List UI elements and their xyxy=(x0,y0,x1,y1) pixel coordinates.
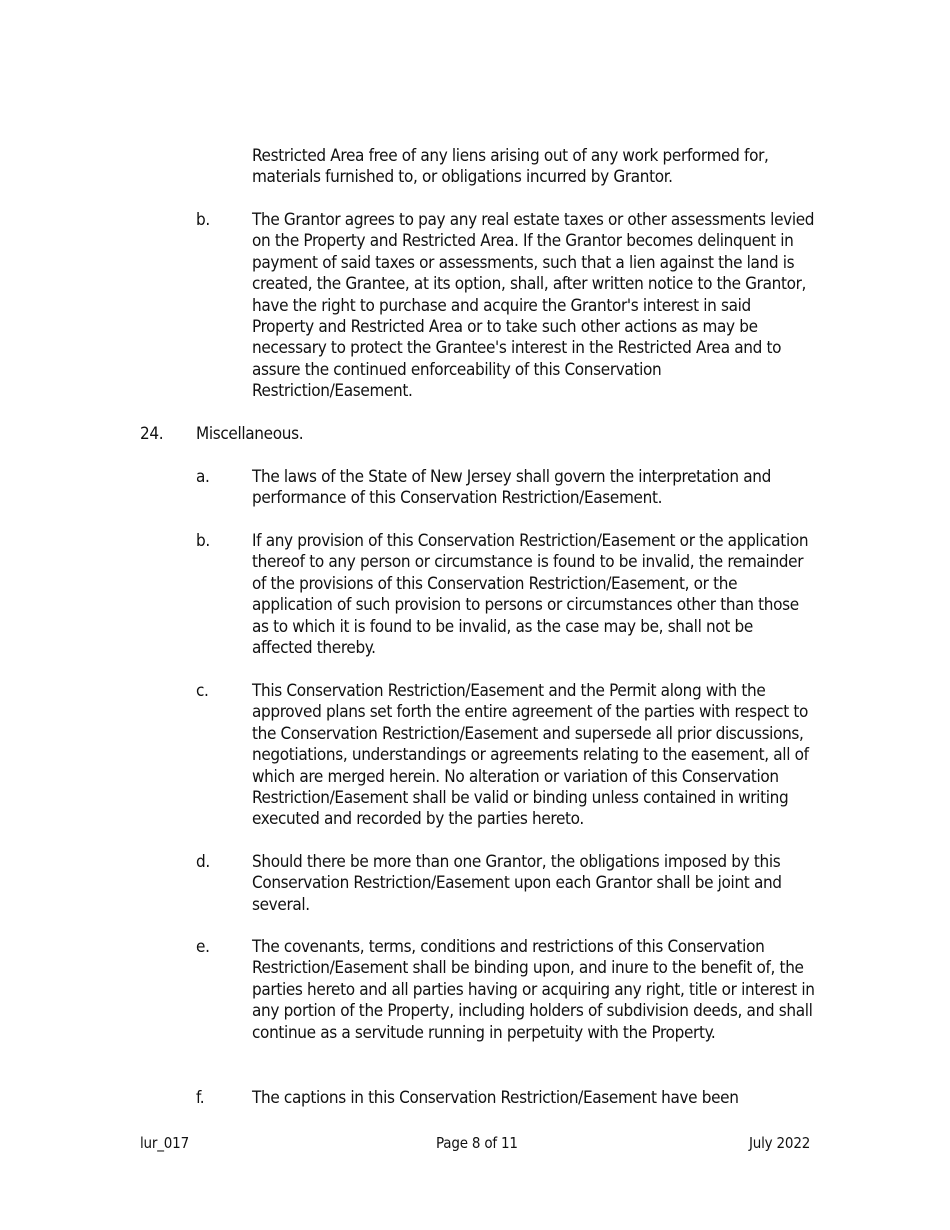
item-paragraph: This Conservation Restriction/Easement and the Permit along with the approved plans set forth the entire agreement of the parties with respect to the Conservation Restriction/Easement and supersede all prior discussions, negotiations, understandings or agreements relating to the easement, all of which are merged herein. No alteration or variation of this Conservation Restriction/Easement shall be valid or binding unless contained in writing executed and recorded by the parties hereto. xyxy=(252,681,809,830)
item-marker: c. xyxy=(196,681,209,701)
continuation-paragraph: Restricted Area free of any liens arising out of any work performed for, materials furnished to, or obligations incurred by Grantor. xyxy=(252,146,769,188)
item-marker: f. xyxy=(196,1088,205,1108)
item-paragraph: The captions in this Conservation Restriction/Easement have been xyxy=(252,1088,739,1108)
footer-date: July 2022 xyxy=(749,1134,811,1152)
footer-page-number: Page 8 of 11 xyxy=(436,1134,518,1152)
item-marker: a. xyxy=(196,467,210,487)
item-marker: b. xyxy=(196,210,210,230)
item-paragraph: The Grantor agrees to pay any real estate taxes or other assessments levied on the Property and Restricted Area. If the Grantor becomes delinquent in payment of said taxes or assessments, such that a lien against the land is created, the Grantee, at its option, shall, after written notice to the Grantor, have the right to purchase and acquire the Grantor's interest in said Property and Restricted Area or to take such other actions as may be necessary to protect the Grantee's interest in the Restricted Area and to assure the continued enforceability of this Conservation Restriction/Easement. xyxy=(252,210,815,402)
section-number: 24. xyxy=(140,424,164,444)
item-paragraph: Should there be more than one Grantor, the obligations imposed by this Conservation Restriction/Easement upon each Grantor shall be joint and several. xyxy=(252,852,782,915)
item-paragraph: The laws of the State of New Jersey shall govern the interpretation and performance of this Conservation Restriction/Easement. xyxy=(252,467,771,509)
item-marker: b. xyxy=(196,531,210,551)
footer-form-id: lur_017 xyxy=(140,1134,189,1152)
item-marker: d. xyxy=(196,852,210,872)
item-paragraph: The covenants, terms, conditions and restrictions of this Conservation Restriction/Easement shall be binding upon, and inure to the benefit of, the parties hereto and all parties having or acquiring any right, title or interest in any portion of the Property, including holders of subdivision deeds, and shall continue as a servitude running in perpetuity with the Property. xyxy=(252,937,815,1043)
item-paragraph: If any provision of this Conservation Restriction/Easement or the application thereof to any person or circumstance is found to be invalid, the remainder of the provisions of this Conservation Restriction/Easement, or the application of such provision to persons or circumstances other than those as to which it is found to be invalid, as the case may be, shall not be affected thereby. xyxy=(252,531,809,659)
section-heading: Miscellaneous. xyxy=(196,424,304,444)
item-marker: e. xyxy=(196,937,210,957)
